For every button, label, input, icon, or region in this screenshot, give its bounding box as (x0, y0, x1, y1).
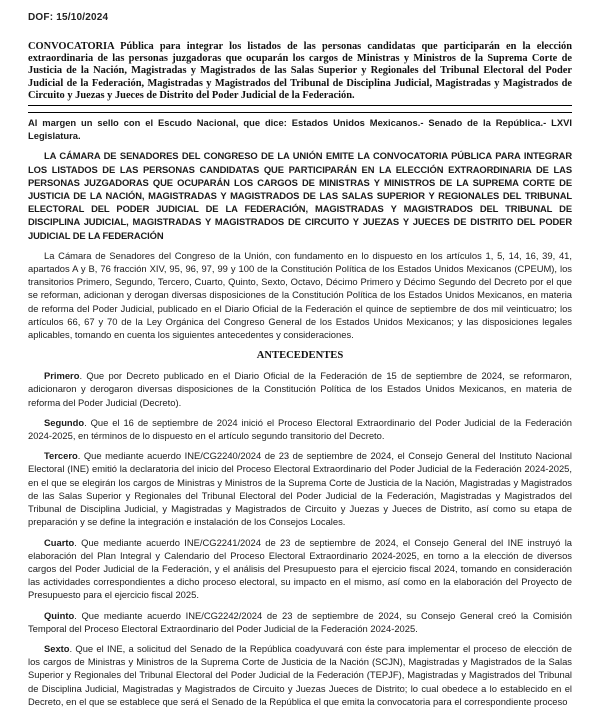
al-margen-seal-text: Al margen un sello con el Escudo Nacional, que dice: Estados Unidos Mexicanos.- Senado de la República.- LXVI Legislatura. (28, 117, 572, 142)
antecedente-body: . Que el 16 de septiembre de 2024 inició el Proceso Electoral Extraordinario del Poder Judicial de la Federación 2024-2025, en términos de lo dispuesto en el artículo segundo transitorio del Decreto. (28, 416, 572, 442)
antecedente-lead: Tercero (44, 450, 78, 462)
separator-rule-bottom (28, 112, 572, 113)
antecedente-lead: Primero (44, 370, 80, 382)
antecedente-lead: Quinto (44, 609, 75, 621)
antecedente-body: . Que mediante acuerdo INE/CG2242/2024 de 23 de septiembre de 2024, su Consejo General creó la Comisión Temporal del Proceso Electoral Extraordinario del Poder Judicial de la Federación 2024-2025. (28, 609, 572, 634)
antecedente-body: . Que el INE, a solicitud del Senado de la República coadyuvará con éste para implementar el proceso de elección de los cargos de Ministras y Ministros de la Suprema Corte de Justicia de la Nación (SCJN), Magistradas y Magistrados de la Salas Superior y Regionales del Tribunal Electoral del Poder Judicial de la Federación (TEPJF), Magistradas y Magistrados del Tribunal de Disciplina Judicial, Magistradas y Magistrados de Circuito y Juezas Jueces de Distrito; lo cual obedece a lo establecido en el Decreto, en el que se establece que será el Senado de la República el que emita la convocatoria para el correspondiente proceso (28, 642, 572, 707)
legal-basis-paragraph: La Cámara de Senadores del Congreso de la Unión, con fundamento en lo dispuesto en los artículos 1, 5, 14, 16, 39, 41, apartados A y B, 76 fracción XIV, 95, 96, 97, 99 y 100 de la Constitución Política de los Estados Unidos Mexicanos (CPEUM), los transitorios Primero, Segundo, Tercero, Cuarto, Quinto, Sexto, Octavo, Décimo Primero y Décimo Segundo del Decreto por el que se reforman, adicionan y derogan diversas disposiciones de la Constitución Política de los Estados Unidos Mexicanos, en materia de reforma del Poder Judicial, publicado en el Diario Oficial de la Federación el quince de septiembre de dos mil veinticuatro; los artículos 66, 67 y 70 de la Ley Orgánica del Congreso General de los Estados Unidos Mexicanos; y las disposiciones legales aplicables, tomando en cuenta los siguientes antecedentes y consideraciones. (28, 249, 572, 341)
antecedente-item-primero (28, 369, 572, 409)
antecedente-lead: Sexto (44, 642, 70, 654)
antecedente-item-quinto (28, 609, 572, 635)
proclamation-text: LA CÁMARA DE SENADORES DEL CONGRESO DE LA UNIÓN EMITE LA CONVOCATORIA PÚBLICA PARA INTEGRAR LOS LISTADOS DE LAS PERSONAS CANDIDATAS QUE PARTICIPARÁN EN LA ELECCIÓN EXTRAORDINARIA DE LAS PERSONAS JUZGADORAS QUE OCUPARÁN LOS CARGOS DE MINISTRAS Y MINISTROS DE LA SUPREMA CORTE DE JUSTICIA DE LA NACIÓN, MAGISTRADAS Y MAGISTRADOS DE LAS SALAS SUPERIOR Y REGIONALES DEL TRIBUNAL ELECTORAL DEL PODER JUDICIAL DE LA FEDERACIÓN, MAGISTRADAS Y MAGISTRADOS DEL TRIBUNAL DE DISCIPLINA JUDICIAL, MAGISTRADAS Y MAGISTRADOS DE CIRCUITO Y JUEZAS Y JUECES DE DISTRITO DEL PODER JUDICIAL DE LA FEDERACIÓN (28, 150, 572, 241)
antecedente-body: . Que por Decreto publicado en el Diario Oficial de la Federación de 15 de septiembre de 2024, se reformaron, adicionaron y derogaron diversas disposiciones de la Constitución Política de los Estados Unidos Mexicanos, en materia de reforma del Poder Judicial (Decreto). (28, 370, 572, 408)
antecedente-body: . Que mediante acuerdo INE/CG2240/2024 de 23 de septiembre de 2024, el Consejo General del Instituto Nacional Electoral (INE) emitió la declaratoria del inicio del Proceso Electoral Extraordinario del Poder Judicial de la Federación 2024-2025, en el que se elegirán los cargos de Ministras y Ministros de la Suprema Corte de Justicia de la Nación, Magistradas y Magistrados de las Salas Superior y Regionales del Tribunal Electoral del Poder Judicial de la Federación, Magistradas y Magistrados del Tribunal de Disciplina Judicial, y Magistradas y Magistrados de Circuito y Juezas y Jueces de Distrito, así como su etapa de preparación y se define la integración e instalación de los Consejos Locales. (28, 450, 572, 528)
antecedente-item-tercero (28, 449, 572, 528)
publication-date-header: DOF: 15/10/2024 (28, 12, 109, 23)
antecedente-item-cuarto (28, 536, 572, 602)
antecedente-item-segundo (28, 416, 572, 442)
antecedentes-heading: ANTECEDENTES (256, 350, 344, 362)
antecedente-lead: Cuarto (44, 536, 75, 548)
antecedente-lead: Segundo (44, 416, 85, 428)
antecedente-body: . Que mediante acuerdo INE/CG2241/2024 de 23 de septiembre de 2024, el Consejo General del INE instruyó la elaboración del Plan Integral y Calendario del Proceso Electoral Extraordinario 2024-2025, en torno a la elección de diversos cargos del Poder Judicial de la Federación, y el análisis del Presupuesto para el ejercicio fiscal 2024, tomando en consideración las actividades correspondientes a dicho proceso electoral, su impacto en el mismo, así como en la elaboración del Proyecto de Presupuesto para el ejercicio fiscal 2025. (28, 536, 572, 601)
document-title: CONVOCATORIA Pública para integrar los listados de las personas candidatas que participarán en la elección extraordinaria de las personas juzgadoras que ocuparán los cargos de Ministras y Ministros de la Suprema Corte de Justicia de la Nación, Magistradas y Magistrados de las Salas Superior y Regionales del Tribunal Electoral del Poder Judicial de la Federación, Magistradas y Magistrados del Tribunal de Disciplina Judicial, Magistradas y Magistrados de Circuito y Juezas y Jueces de Distrito del Poder Judicial de la Federación. (28, 41, 572, 101)
antecedente-item-sexto (28, 642, 572, 708)
